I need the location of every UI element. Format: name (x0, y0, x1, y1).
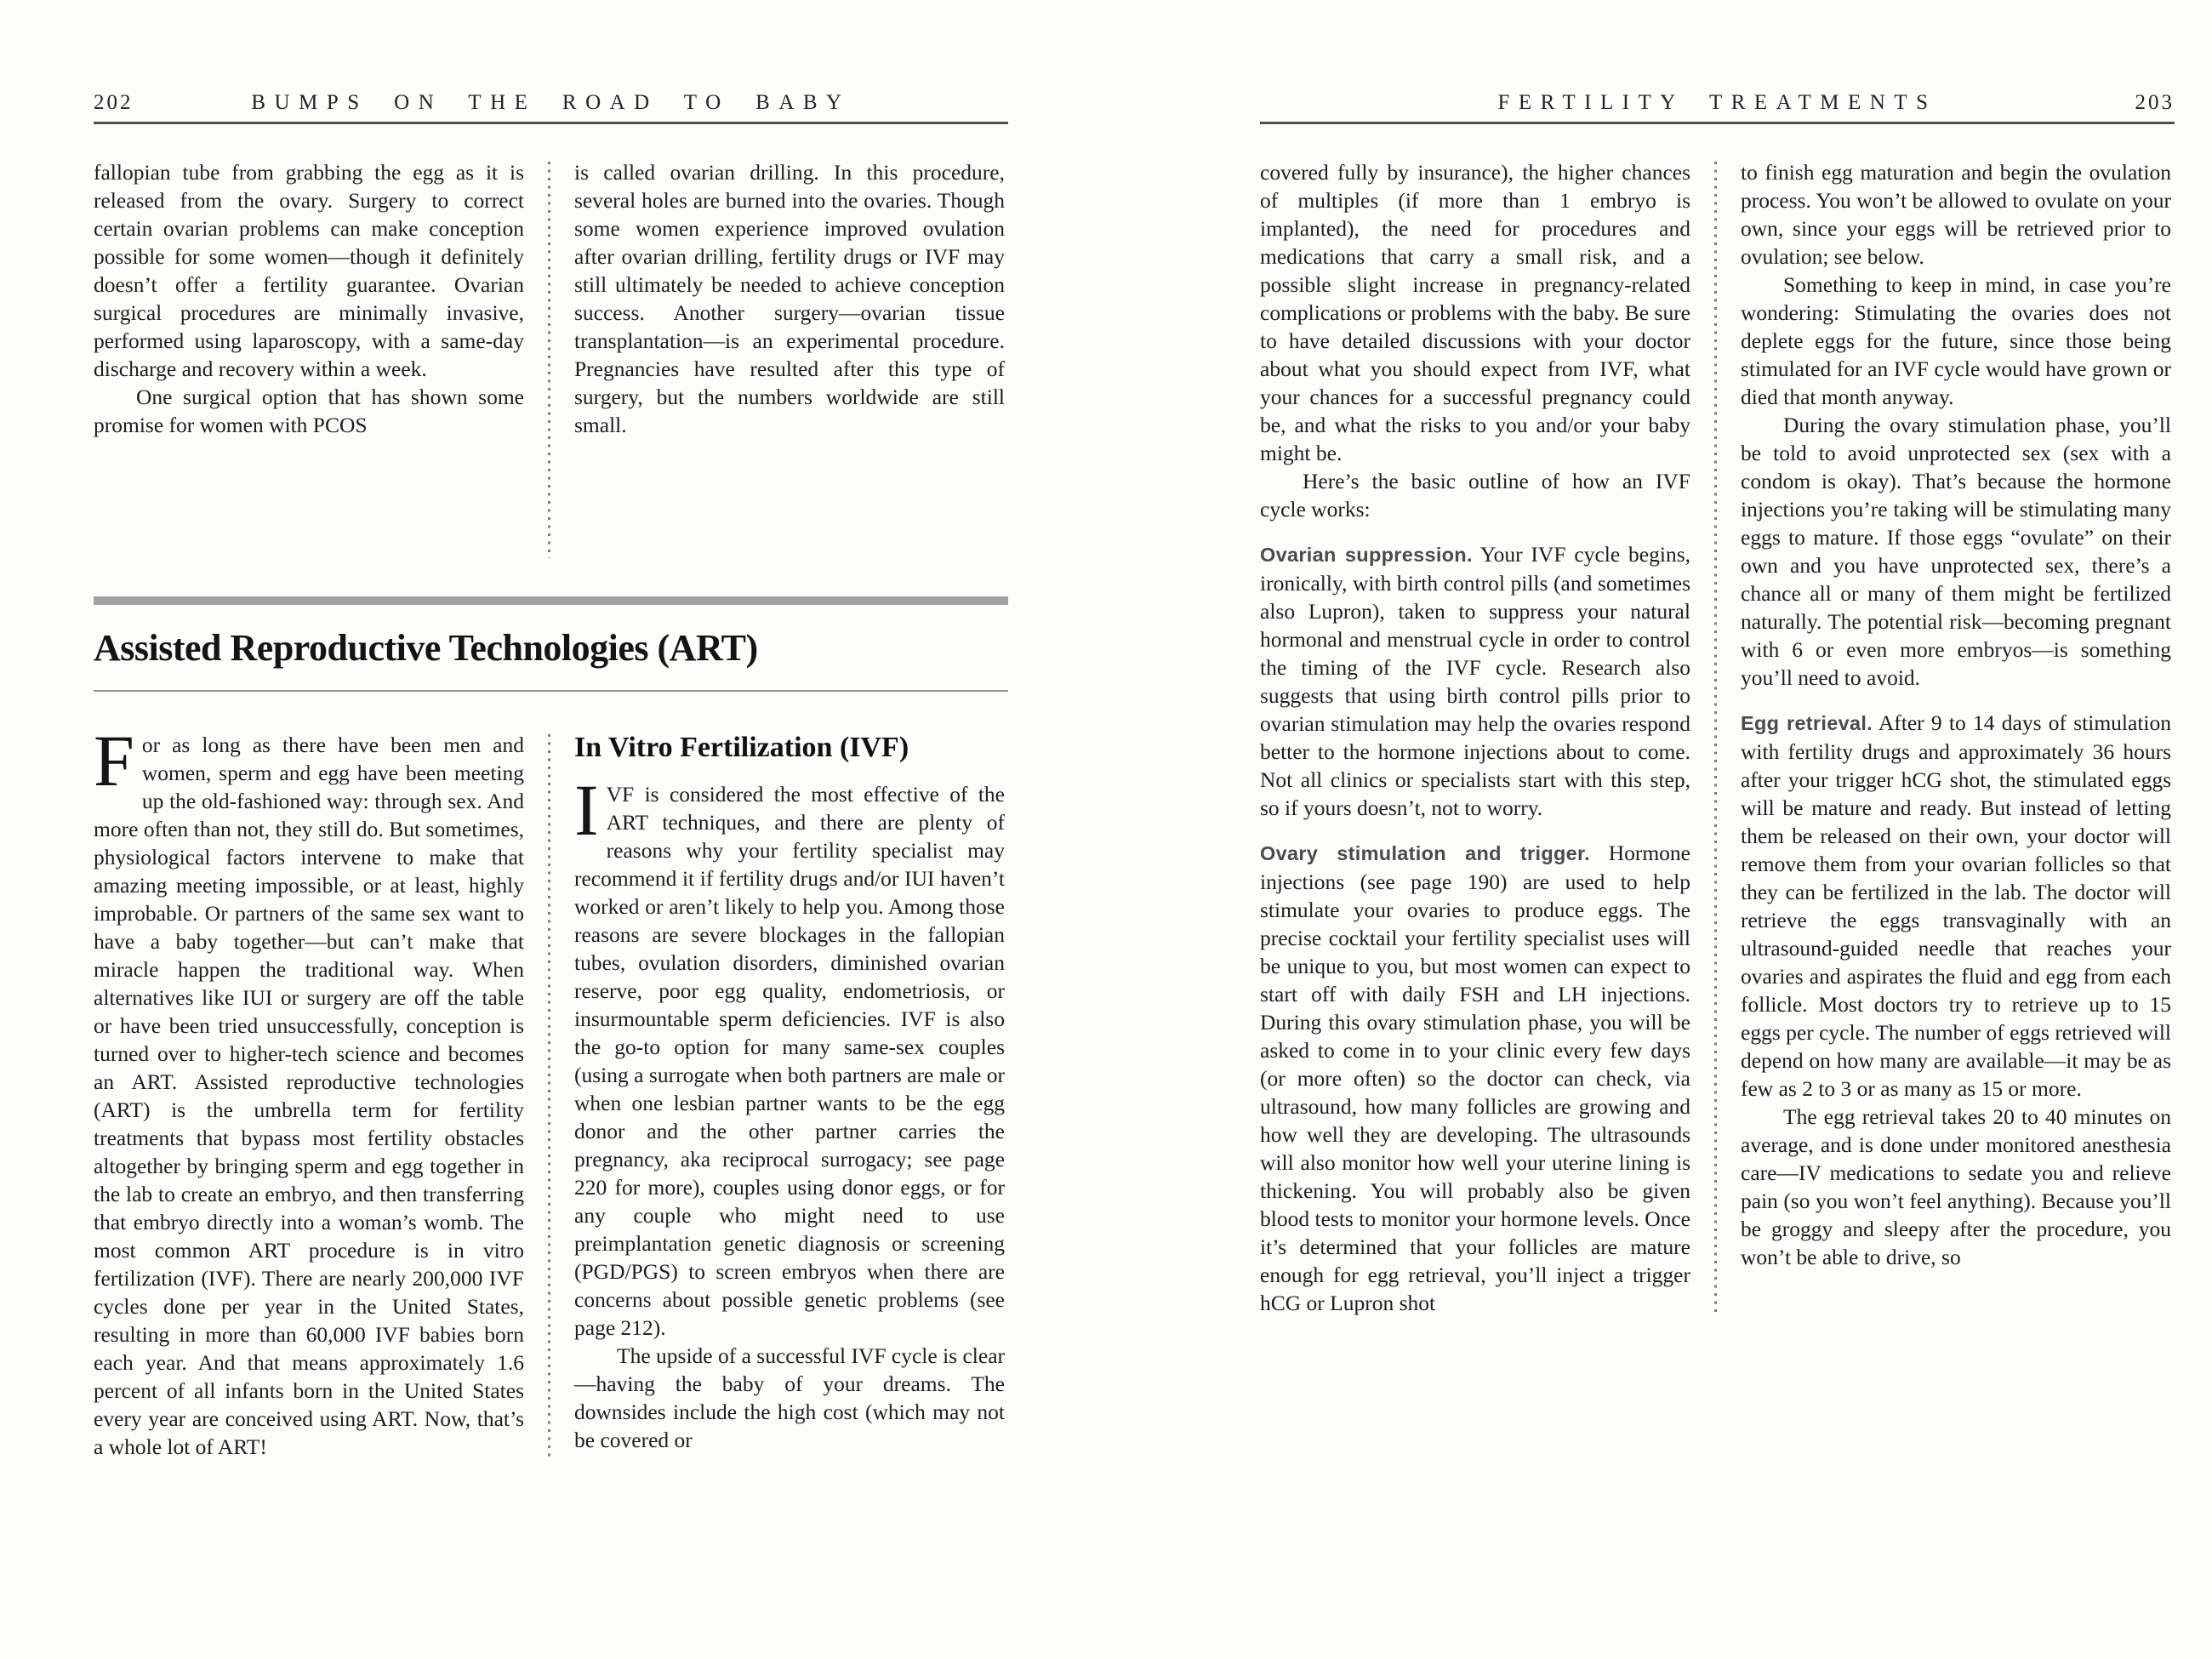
left-page-number: 202 (94, 91, 134, 114)
dropcap-letter: F (94, 720, 134, 801)
page-right (1260, 81, 2175, 1317)
section-heading-rule (94, 690, 1008, 692)
right-page-number: 203 (2135, 91, 2175, 114)
column-divider (548, 162, 550, 558)
paragraph-text: After 9 to 14 days of stimulation with fertility drugs and approximately 36 hours after your trigger hCG shot, the stimulated eggs will be mature and ready. But instead of letting them be released on their own, your doctor will remove them from your ovarian follicles so that they can be fertilized in the lab. The doctor will retrieve the eggs transvaginally with an ultrasound-guided needle that reaches your ovaries and aspirates the fluid and egg from each follicle. Most doctors try to retrieve up to 15 eggs per cycle. The number of eggs retrieved will depend on how many are available—it may be as few as 2 to 3 or as many as 15 or more. (1741, 710, 2171, 1101)
right-header-title: FERTILITY TREATMENTS (1497, 91, 1937, 114)
run-in-heading: Ovary stimulation and trigger. (1260, 842, 1590, 864)
paragraph: One surgical option that has shown some promise for women with PCOS (94, 385, 524, 437)
art-section-heading-block (94, 596, 1008, 692)
left-bottom-columns (94, 720, 1008, 1461)
left-bottom-col1 (94, 720, 524, 1461)
right-columns (1260, 158, 2175, 1317)
ivf-subheading: In Vitro Fertilization (IVF) (574, 732, 909, 763)
paragraph-with-lead (1741, 709, 2171, 1103)
paragraph-text: Hormone injections (see page 190) are used to help stimulate your ovaries to produce eggs. The precise cocktail your fertility specialist uses will be unique to you, but most women can expect to start off with daily FSH and LH injections. During this ovary stimulation phase, you will be asked to come in to your clinic every few days (or more often) so the doctor can check, via ultrasound, how many follicles are growing and how well they are developing. The ultrasounds will also monitor how well your uterine lining is thickening. You will probably also be given blood tests to monitor your hormone levels. Once it’s determined that your follicles are mature enough for egg retrieval, you’ll inject a trigger hCG or Lupron shot (1260, 841, 1690, 1315)
left-top-col2 (574, 158, 1005, 439)
run-in-heading: Egg retrieval. (1741, 712, 1873, 734)
right-running-head (1260, 81, 2175, 124)
column-divider (548, 734, 550, 1461)
section-heading: Assisted Reproductive Technologies (ART) (94, 627, 758, 669)
left-top-columns (94, 158, 1008, 558)
left-top-col1 (94, 158, 524, 439)
dropcap-letter: I (574, 769, 599, 851)
page-left (94, 81, 1008, 1461)
paragraph: The egg retrieval takes 20 to 40 minutes on average, and is done under monitored anesthesia care—IV medications to sedate you and relieve pain (so you won’t feel anything). Because you’ll be groggy and sleepy after the procedure, you won’t be able to drive, so (1741, 1104, 2171, 1269)
paragraph: Here’s the basic outline of how an IVF cycle works: (1260, 469, 1690, 522)
right-col2 (1741, 158, 2171, 1271)
paragraph: is called ovarian drilling. In this procedure, several holes are burned into the ovaries. Though some women experience improved ovulation after ovarian drilling, fertility drugs or IVF may still ultimately be needed to achieve conception success. Another surgery—ovarian tissue transplantation—is an experimental procedure. Pregnancies have resulted after this type of surgery, but the numbers worldwide are still small. (574, 160, 1005, 437)
left-header-title: BUMPS ON THE ROAD TO BABY (251, 91, 851, 114)
paragraph-text: VF is considered the most effective of the ART techniques, and there are plenty of reasons why your fertility specialist may recommend it if fertility drugs and/or IUI haven’t worked or aren’t likely to help you. Among those reasons are severe blockages in the fallopian tubes, ovulation disorders, diminished ovarian reserve, poor egg quality, endometriosis, or insurmountable sperm deficiencies. IVF is also the go-to option for many same-sex couples (using a surrogate when both partners are male or when one lesbian partner wants to be the egg donor and the other partner carries the pregnancy, aka reciprocal surrogacy; see page 220 for more), couples using donor eggs, or for any couple who might need to use preimplantation genetic diagnosis or screening (PGD/PGS) to screen embryos when there are concerns about possible genetic problems (see page 212). (574, 782, 1005, 1340)
paragraph-with-lead (1260, 839, 1690, 1317)
left-bottom-col2 (574, 731, 1005, 1454)
column-divider (1714, 162, 1717, 1317)
paragraph: fallopian tube from grabbing the egg as it is released from the ovary. Surgery to correct certain ovarian problems can make conception possible for some women—though it definitely doesn’t offer a fertility guarantee. Ovarian surgical procedures are minimally invasive, performed using laparoscopy, with a same-day discharge and recovery within a week. (94, 160, 524, 381)
paragraph-dropcap (94, 720, 524, 1461)
paragraph: to finish egg maturation and begin the ovulation process. You won’t be allowed to ovulate on your own, since your eggs will be retrieved prior to ovulation; see below. (1741, 160, 2171, 269)
right-col1 (1260, 158, 1690, 1317)
section-heading-bar (94, 596, 1008, 605)
paragraph: Something to keep in mind, in case you’re wondering: Stimulating the ovaries does not deplete eggs for the future, since those being stimulated for an IVF cycle would have grown or died that month anyway. (1741, 272, 2171, 409)
paragraph-text: or as long as there have been men and women, sperm and egg have been meeting up the old-fashioned way: through sex. And more often than not, they still do. But sometimes, physiological factors intervene to make that amazing meeting impossible, or at least, highly improbable. Or partners of the same sex want to have a baby together—but can’t make that miracle happen the traditional way. When alternatives like IUI or surgery are off the table or have been tried unsuccessfully, conception is turned over to higher-tech science and becomes an ART. Assisted reproductive technologies (ART) is the umbrella term for fertility treatments that bypass most fertility obstacles altogether by bringing sperm and egg together in the lab to create an embryo, and then transferring that embryo directly into a woman’s womb. The most common ART procedure is in vitro fertilization (IVF). There are nearly 200,000 IVF cycles done per year in the United States, resulting in more than 60,000 IVF babies born each year. And that means approximately 1.6 percent of all infants born in the United States every year are conceived using ART. Now, that’s a whole lot of ART! (94, 733, 524, 1459)
left-running-head (94, 81, 1008, 124)
paragraph-with-lead (1260, 540, 1690, 822)
paragraph: covered fully by insurance), the higher chances of multiples (if more than 1 embryo is implanted), the need for procedures and medications that carry a small risk, and a possible slight increase in pregnancy-related complications or problems with the baby. Be sure to have detailed discussions with your doctor about what you should expect from IVF, what your chances for a successful pregnancy could be, and what the risks to you and/or your baby might be. (1260, 160, 1690, 465)
paragraph-text: Your IVF cycle begins, ironically, with birth control pills (and sometimes also Lupron), taken to suppress your natural hormonal and menstrual cycle in order to control the timing of the IVF cycle. Research also suggests that using birth control pills prior to ovarian stimulation may help the ovaries respond better to the hormone injections about to come. Not all clinics or specialists start with this step, so if yours doesn’t, not to worry. (1260, 542, 1690, 820)
paragraph-dropcap (574, 769, 1005, 1342)
paragraph: The upside of a successful IVF cycle is clear—having the baby of your dreams. The downsides include the high cost (which may not be covered or (574, 1343, 1005, 1452)
paragraph: During the ovary stimulation phase, you’ll be told to avoid unprotected sex (sex with a condom is okay). That’s because the hormone injections you’re taking will be stimulating many eggs to mature. If those eggs “ovulate” on their own and you have unprotected sex, there’s a chance all or many of them might be fertilized naturally. The potential risk—becoming pregnant with 6 or even more embryos—is something you’ll need to avoid. (1741, 413, 2171, 690)
run-in-heading: Ovarian suppression. (1260, 544, 1473, 566)
